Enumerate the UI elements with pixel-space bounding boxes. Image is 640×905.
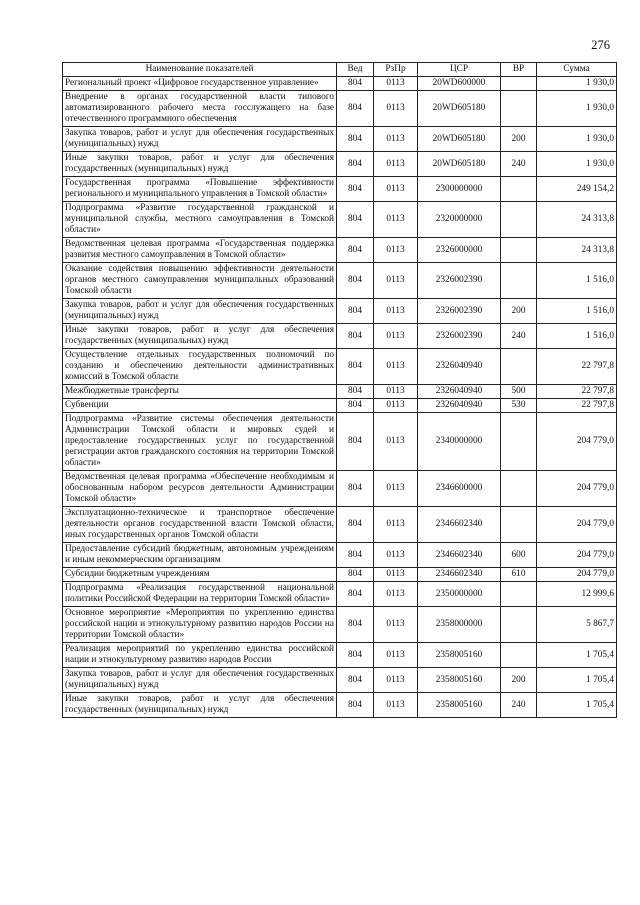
cell-sum: 249 154,2 <box>537 177 617 202</box>
header-csr: ЦСР <box>418 63 501 77</box>
cell-sum: 1 705,4 <box>537 643 617 668</box>
page-number: 276 <box>591 38 610 52</box>
table-row <box>63 202 617 238</box>
cell-sum: 24 313,8 <box>537 202 617 238</box>
cell-rzpr: 0113 <box>374 385 418 399</box>
cell-sum: 1 705,4 <box>537 693 617 718</box>
cell-csr: 2358005160 <box>418 693 501 718</box>
cell-csr: 20WD605180 <box>418 127 501 152</box>
cell-vr: 610 <box>501 568 537 582</box>
table-row <box>63 349 617 385</box>
cell-sum: 22 797,8 <box>537 399 617 413</box>
cell-vr: 200 <box>501 127 537 152</box>
cell-csr: 20WD600000 <box>418 77 501 91</box>
cell-vr: 600 <box>501 543 537 568</box>
cell-rzpr: 0113 <box>374 582 418 607</box>
cell-name: Межбюджетные трансферты <box>63 385 337 399</box>
cell-sum: 22 797,8 <box>537 385 617 399</box>
cell-csr: 2346602340 <box>418 543 501 568</box>
cell-rzpr: 0113 <box>374 413 418 471</box>
cell-vr <box>501 91 537 127</box>
table-row <box>63 77 617 91</box>
table-row <box>63 643 617 668</box>
cell-rzpr: 0113 <box>374 127 418 152</box>
cell-sum: 1 516,0 <box>537 324 617 349</box>
cell-name: Иные закупки товаров, работ и услуг для обеспечения государственных (муниципальных) нужд <box>63 693 337 718</box>
cell-name: Государственная программа «Повышение эффективности регионального и муниципального управления в Томской области» <box>63 177 337 202</box>
cell-sum: 204 779,0 <box>537 568 617 582</box>
cell-ved: 804 <box>337 349 374 385</box>
cell-ved: 804 <box>337 91 374 127</box>
cell-csr: 2358000000 <box>418 607 501 643</box>
cell-name: Субвенции <box>63 399 337 413</box>
cell-sum: 1 516,0 <box>537 263 617 299</box>
cell-ved: 804 <box>337 568 374 582</box>
cell-csr: 2326002390 <box>418 263 501 299</box>
cell-csr: 2346602340 <box>418 507 501 543</box>
header-rzpr: РзПр <box>374 63 418 77</box>
cell-name: Закупка товаров, работ и услуг для обеспечения государственных (муниципальных) нужд <box>63 299 337 324</box>
cell-vr <box>501 349 537 385</box>
cell-name: Закупка товаров, работ и услуг для обеспечения государственных (муниципальных) нужд <box>63 668 337 693</box>
table-row <box>63 152 617 177</box>
cell-name: Реализация мероприятий по укреплению единства российской нации и этнокультурному развитию народов России <box>63 643 337 668</box>
cell-vr <box>501 77 537 91</box>
cell-name: Подпрограмма «Развитие системы обеспечения деятельности Администрации Томской области и мировых судей и предоставление государственных услуг по государственной регистрации актов гражданского состояния на территории Томской области» <box>63 413 337 471</box>
cell-name: Осуществление отдельных государственных полномочий по созданию и обеспечению деятельности административных комиссий в Томской области <box>63 349 337 385</box>
table-body <box>63 77 617 718</box>
table-row <box>63 471 617 507</box>
cell-rzpr: 0113 <box>374 668 418 693</box>
cell-rzpr: 0113 <box>374 91 418 127</box>
cell-rzpr: 0113 <box>374 263 418 299</box>
cell-name: Ведомственная целевая программа «Обеспечение необходимым и обоснованным набором ресурсов деятельности Администрации Томской области» <box>63 471 337 507</box>
table-row <box>63 413 617 471</box>
cell-sum: 1 930,0 <box>537 91 617 127</box>
cell-ved: 804 <box>337 507 374 543</box>
cell-ved: 804 <box>337 413 374 471</box>
cell-ved: 804 <box>337 693 374 718</box>
cell-rzpr: 0113 <box>374 543 418 568</box>
cell-sum: 204 779,0 <box>537 471 617 507</box>
cell-ved: 804 <box>337 643 374 668</box>
cell-name: Подпрограмма «Развитие государственной гражданской и муниципальной службы, местного самоуправления в Томской области» <box>63 202 337 238</box>
cell-ved: 804 <box>337 668 374 693</box>
table-header-row <box>63 63 617 77</box>
table-row <box>63 324 617 349</box>
cell-vr <box>501 202 537 238</box>
cell-rzpr: 0113 <box>374 471 418 507</box>
cell-name: Ведомственная целевая программа «Государственная поддержка развития местного самоуправления в Томской области» <box>63 238 337 263</box>
cell-name: Закупка товаров, работ и услуг для обеспечения государственных (муниципальных) нужд <box>63 127 337 152</box>
cell-name: Субсидии бюджетным учреждениям <box>63 568 337 582</box>
cell-sum: 5 867,7 <box>537 607 617 643</box>
cell-csr: 2326040940 <box>418 349 501 385</box>
cell-csr: 2326040940 <box>418 399 501 413</box>
cell-ved: 804 <box>337 324 374 349</box>
cell-rzpr: 0113 <box>374 693 418 718</box>
cell-vr <box>501 507 537 543</box>
cell-vr: 500 <box>501 385 537 399</box>
cell-ved: 804 <box>337 385 374 399</box>
cell-rzpr: 0113 <box>374 324 418 349</box>
cell-csr: 2358005160 <box>418 668 501 693</box>
cell-ved: 804 <box>337 607 374 643</box>
cell-csr: 2300000000 <box>418 177 501 202</box>
cell-sum: 1 516,0 <box>537 299 617 324</box>
cell-rzpr: 0113 <box>374 177 418 202</box>
cell-csr: 2346600000 <box>418 471 501 507</box>
cell-csr: 2358005160 <box>418 643 501 668</box>
cell-name: Внедрение в органах государственной власти типового автоматизированного рабочего места госслужащего на базе отечественного программного обеспечения <box>63 91 337 127</box>
cell-ved: 804 <box>337 152 374 177</box>
cell-rzpr: 0113 <box>374 399 418 413</box>
cell-vr: 240 <box>501 324 537 349</box>
cell-csr: 2320000000 <box>418 202 501 238</box>
cell-ved: 804 <box>337 263 374 299</box>
cell-ved: 804 <box>337 399 374 413</box>
cell-rzpr: 0113 <box>374 507 418 543</box>
cell-sum: 22 797,8 <box>537 349 617 385</box>
cell-csr: 2346602340 <box>418 568 501 582</box>
cell-ved: 804 <box>337 299 374 324</box>
table-row <box>63 543 617 568</box>
table-row <box>63 693 617 718</box>
cell-name: Подпрограмма «Реализация государственной национальной политики Российской Федерации на территории Томской области» <box>63 582 337 607</box>
cell-csr: 2326002390 <box>418 299 501 324</box>
cell-csr: 20WD605180 <box>418 152 501 177</box>
cell-vr <box>501 643 537 668</box>
cell-name: Основное мероприятие «Мероприятия по укреплению единства российской нации и этнокультурному развитию народов России на территории Томской области» <box>63 607 337 643</box>
budget-table <box>62 62 617 718</box>
cell-sum: 1 705,4 <box>537 668 617 693</box>
table-row <box>63 507 617 543</box>
header-vr: ВР <box>501 63 537 77</box>
cell-vr <box>501 263 537 299</box>
cell-sum: 1 930,0 <box>537 152 617 177</box>
cell-name: Предоставление субсидий бюджетным, автономным учреждениям и иным некоммерческим организациям <box>63 543 337 568</box>
cell-name: Иные закупки товаров, работ и услуг для обеспечения государственных (муниципальных) нужд <box>63 152 337 177</box>
table-row <box>63 299 617 324</box>
cell-csr: 2326002390 <box>418 324 501 349</box>
cell-rzpr: 0113 <box>374 568 418 582</box>
cell-vr: 200 <box>501 668 537 693</box>
cell-ved: 804 <box>337 127 374 152</box>
cell-name: Эксплуатационно-техническое и транспортное обеспечение деятельности органов государственной власти Томской области, иных государственных органов Томской области <box>63 507 337 543</box>
cell-name: Иные закупки товаров, работ и услуг для обеспечения государственных (муниципальных) нужд <box>63 324 337 349</box>
table-row <box>63 385 617 399</box>
table-row <box>63 263 617 299</box>
cell-vr <box>501 582 537 607</box>
cell-rzpr: 0113 <box>374 77 418 91</box>
cell-ved: 804 <box>337 202 374 238</box>
cell-vr: 200 <box>501 299 537 324</box>
table-row <box>63 568 617 582</box>
cell-name: Оказание содействия повышению эффективности деятельности органов местного самоуправления муниципальных образований Томской области <box>63 263 337 299</box>
cell-sum: 204 779,0 <box>537 413 617 471</box>
cell-sum: 24 313,8 <box>537 238 617 263</box>
cell-vr: 530 <box>501 399 537 413</box>
cell-rzpr: 0113 <box>374 349 418 385</box>
cell-csr: 2326000000 <box>418 238 501 263</box>
cell-rzpr: 0113 <box>374 607 418 643</box>
cell-sum: 12 999,6 <box>537 582 617 607</box>
cell-rzpr: 0113 <box>374 152 418 177</box>
header-ved: Вед <box>337 63 374 77</box>
cell-vr <box>501 177 537 202</box>
cell-ved: 804 <box>337 543 374 568</box>
cell-ved: 804 <box>337 471 374 507</box>
table-row <box>63 582 617 607</box>
cell-vr <box>501 413 537 471</box>
cell-csr: 2350000000 <box>418 582 501 607</box>
cell-rzpr: 0113 <box>374 238 418 263</box>
cell-ved: 804 <box>337 77 374 91</box>
cell-sum: 1 930,0 <box>537 127 617 152</box>
table-row <box>63 91 617 127</box>
table-row <box>63 668 617 693</box>
cell-sum: 204 779,0 <box>537 507 617 543</box>
cell-vr: 240 <box>501 693 537 718</box>
table-row <box>63 127 617 152</box>
cell-vr <box>501 607 537 643</box>
cell-name: Региональный проект «Цифровое государственное управление» <box>63 77 337 91</box>
cell-rzpr: 0113 <box>374 299 418 324</box>
cell-sum: 1 930,0 <box>537 77 617 91</box>
header-name: Наименование показателей <box>63 63 337 77</box>
table-row <box>63 177 617 202</box>
cell-csr: 2326040940 <box>418 385 501 399</box>
table-row <box>63 238 617 263</box>
table-row <box>63 607 617 643</box>
cell-ved: 804 <box>337 177 374 202</box>
cell-vr: 240 <box>501 152 537 177</box>
cell-vr <box>501 471 537 507</box>
cell-csr: 2340000000 <box>418 413 501 471</box>
header-sum: Сумма <box>537 63 617 77</box>
cell-ved: 804 <box>337 238 374 263</box>
cell-sum: 204 779,0 <box>537 543 617 568</box>
cell-ved: 804 <box>337 582 374 607</box>
cell-vr <box>501 238 537 263</box>
table-row <box>63 399 617 413</box>
cell-rzpr: 0113 <box>374 643 418 668</box>
cell-csr: 20WD605180 <box>418 91 501 127</box>
cell-rzpr: 0113 <box>374 202 418 238</box>
